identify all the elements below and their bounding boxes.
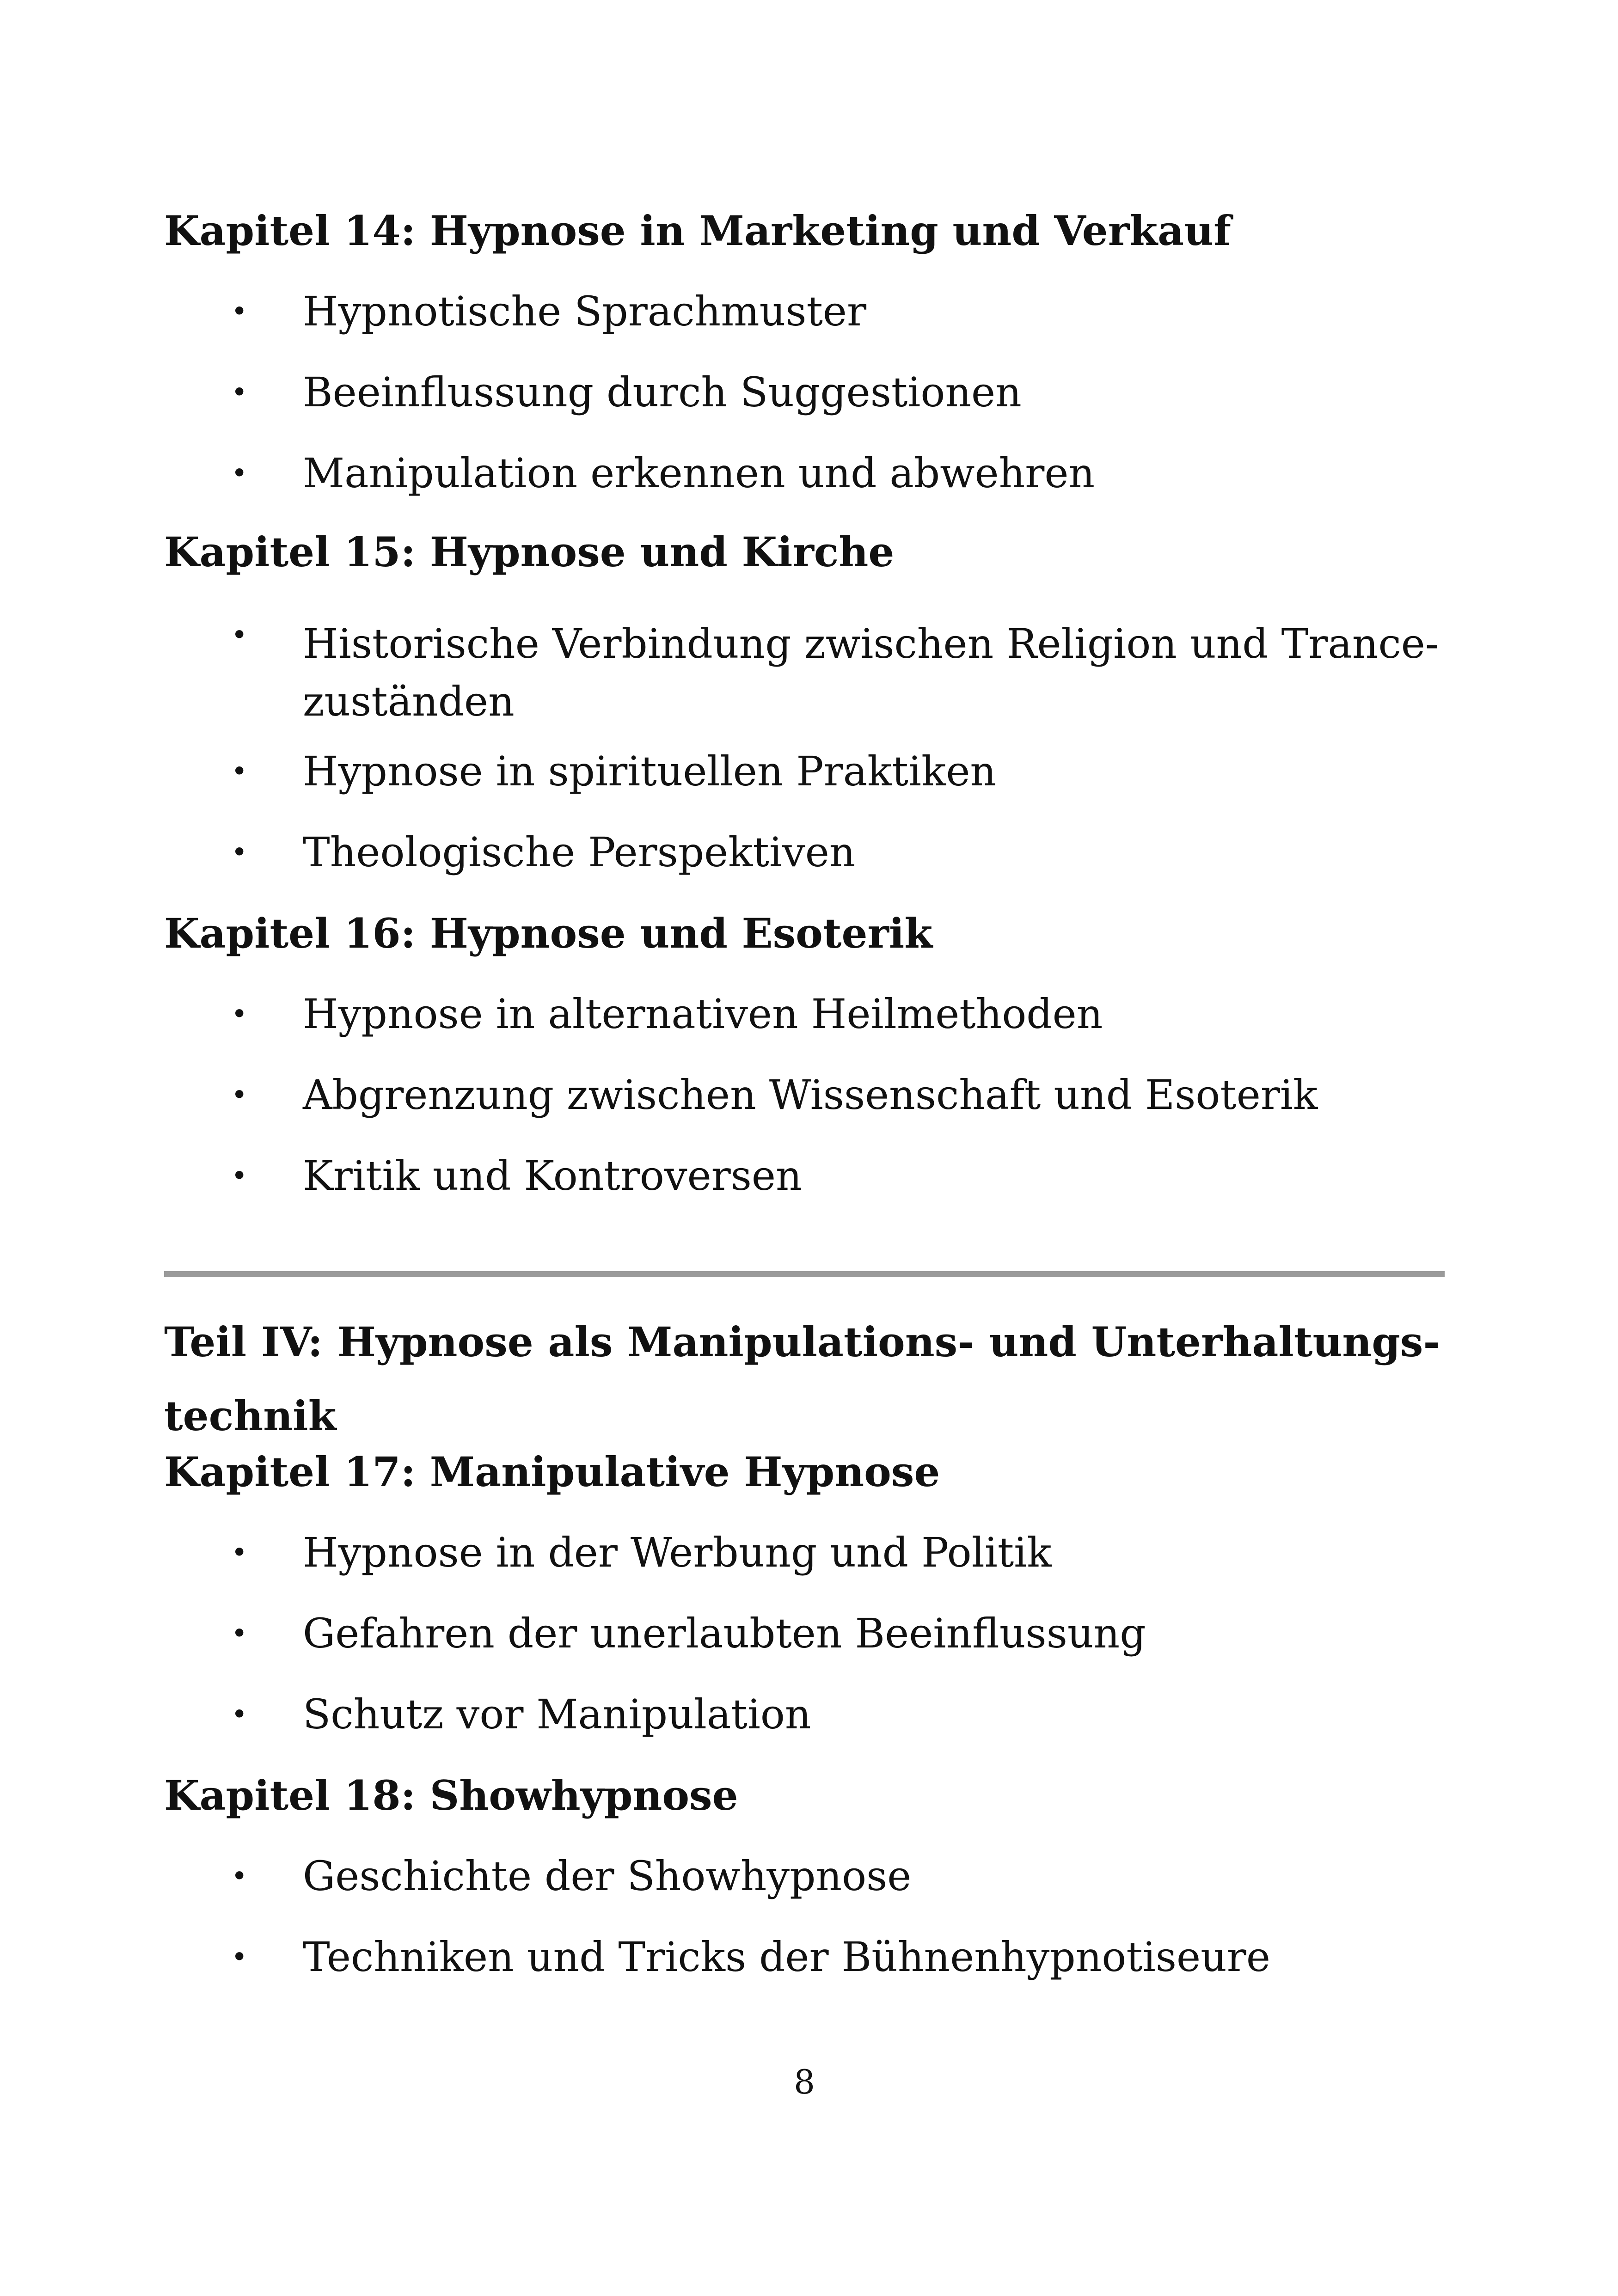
chapter-heading: Kapitel 14: Hypnose in Marketing und Verkauf (164, 207, 1231, 255)
bullet-icon (231, 994, 250, 1035)
list-item-text (303, 615, 1445, 730)
bullet-icon (231, 453, 250, 494)
bullet-icon (231, 1156, 250, 1196)
chapter-heading: Kapitel 16: Hypnose und Esoterik (164, 909, 933, 957)
bullet-icon (231, 1075, 250, 1115)
bullet-icon (231, 1856, 250, 1897)
bullet-icon (231, 1694, 250, 1735)
bullet-icon (231, 615, 250, 655)
list-item-text: Abgrenzung zwischen Wissenschaft und Esoterik (303, 1071, 1318, 1119)
bullet-icon (231, 1613, 250, 1654)
list-item-text: Kritik und Kontroversen (303, 1152, 802, 1200)
bullet-icon (231, 751, 250, 792)
list-item-text: Gefahren der unerlaubten Beeinflussung (303, 1610, 1146, 1657)
section-divider (164, 1271, 1445, 1277)
list-item-text: Techniken und Tricks der Bühnenhypnotiseure (303, 1933, 1270, 1981)
list-item-text: Manipulation erkennen und abwehren (303, 449, 1095, 497)
list-item-text: Geschichte der Showhypnose (303, 1852, 912, 1900)
list-item-text: Hypnose in alternativen Heilmethoden (303, 990, 1103, 1038)
page-number: 8 (794, 2063, 815, 2101)
bullet-icon (231, 832, 250, 873)
bullet-icon (231, 1937, 250, 1978)
part-heading-line: Teil IV: Hypnose als Manipulations- und Unterhaltungs- (164, 1318, 1440, 1366)
list-item-text: Hypnose in spirituellen Praktiken (303, 747, 997, 795)
list-item-line: zuständen (303, 678, 515, 725)
part-heading-line: technik (164, 1392, 337, 1440)
chapter-heading: Kapitel 17: Manipulative Hypnose (164, 1448, 940, 1496)
part-heading (164, 1305, 1440, 1453)
list-item-text: Beeinflussung durch Suggestionen (303, 368, 1022, 416)
bullet-icon (231, 291, 250, 332)
list-item-text: Hypnose in der Werbung und Politik (303, 1529, 1052, 1576)
list-item-text: Schutz vor Manipulation (303, 1690, 811, 1738)
bullet-icon (231, 1532, 250, 1573)
bullet-icon (231, 372, 250, 413)
list-item-text: Theologische Perspektiven (303, 828, 856, 876)
chapter-heading: Kapitel 18: Showhypnose (164, 1771, 738, 1819)
chapter-heading: Kapitel 15: Hypnose und Kirche (164, 528, 895, 576)
list-item-line: Historische Verbindung zwischen Religion und Trance- (303, 620, 1439, 667)
list-item-text: Hypnotische Sprachmuster (303, 288, 867, 335)
